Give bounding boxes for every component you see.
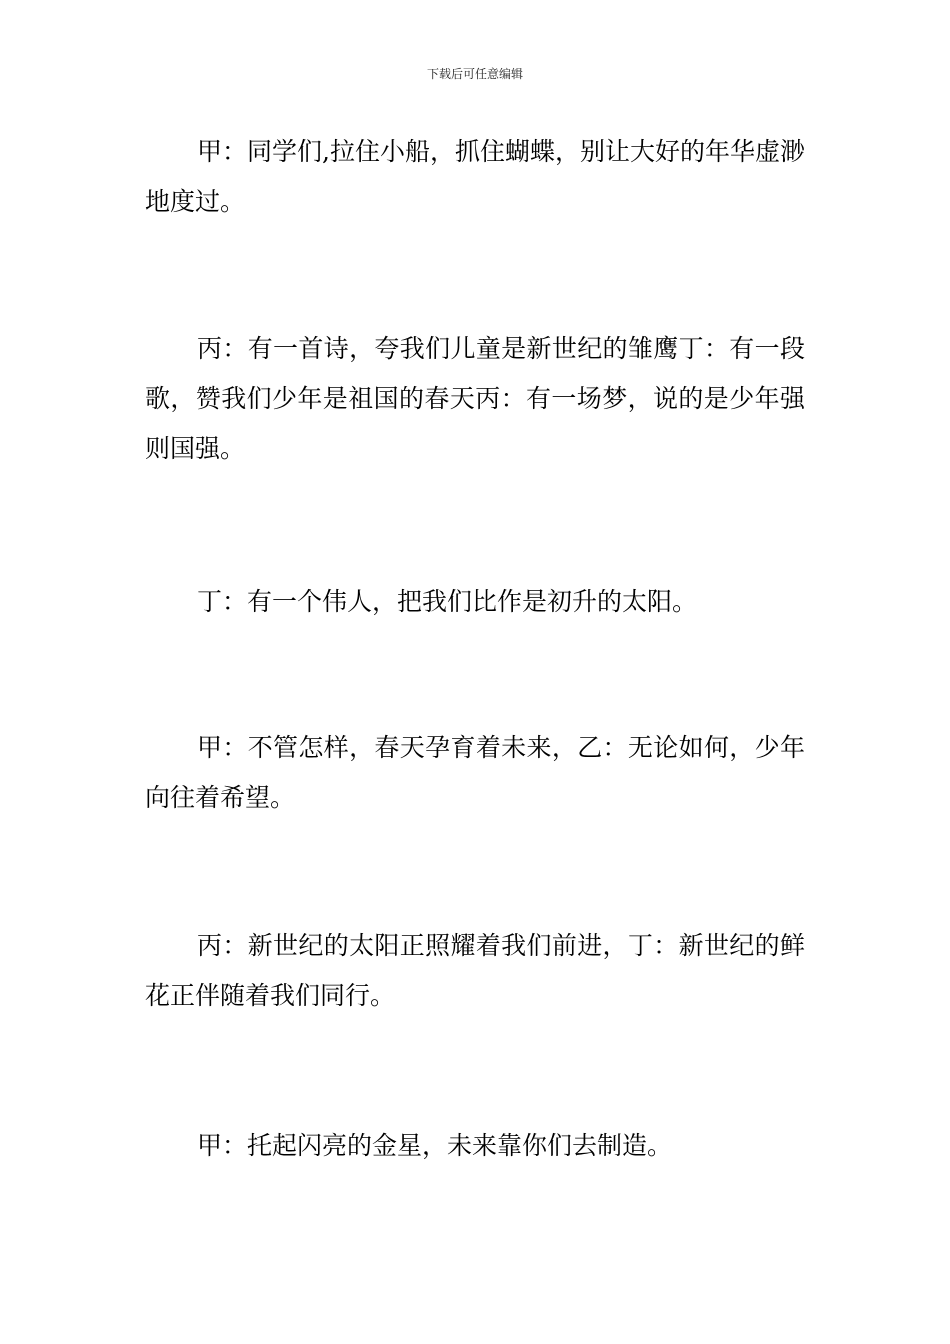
- paragraph-4: 甲：不管怎样，春天孕育着未来，乙：无论如何，少年向往着希望。: [145, 733, 805, 812]
- paragraph-2: 丙：有一首诗，夸我们儿童是新世纪的雏鹰丁：有一段歌，赞我们少年是祖国的春天丙：有一场梦，说的是少年强则国强。: [145, 334, 805, 463]
- paragraph-3: 丁：有一个伟人，把我们比作是初升的太阳。: [197, 587, 698, 616]
- page-header: 下载后可任意编辑: [426, 67, 523, 81]
- paragraph-6: 甲：托起闪亮的金星，未来靠你们去制造。: [197, 1131, 673, 1160]
- paragraph-1: 甲：同学们,拉住小船，抓住蝴蝶，别让大好的年华虚渺地度过。: [145, 137, 805, 216]
- paragraph-5: 丙：新世纪的太阳正照耀着我们前进，丁：新世纪的鲜花正伴随着我们同行。: [145, 931, 805, 1010]
